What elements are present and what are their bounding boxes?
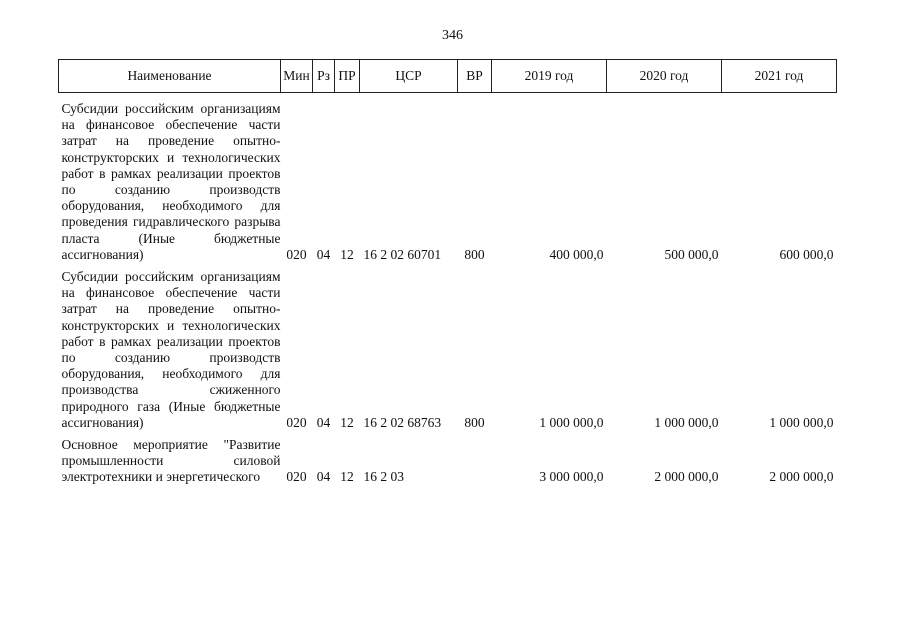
budget-table bbox=[58, 59, 837, 486]
header-pr: ПР bbox=[335, 60, 360, 93]
header-2019: 2019 год bbox=[492, 60, 607, 93]
header-rz: Рз bbox=[313, 60, 335, 93]
row-min: 020 bbox=[286, 469, 307, 485]
row-2021: 1 000 000,0 bbox=[769, 414, 834, 430]
row-rz: 04 bbox=[316, 414, 331, 430]
page-number: 346 bbox=[442, 28, 463, 43]
row-vr: 800 bbox=[464, 414, 485, 430]
row-pr: 12 bbox=[340, 469, 354, 485]
row-name: Субсидии российским организациям на финансовое обеспечение части затрат на проведение опытно-конструкторских и технологических работ в рамках реализации проектов по созданию производств оборудования, необходимого для проведения гидравлического разрыва пласта (Иные бюджетные ассигнования) bbox=[61, 101, 281, 262]
header-2020: 2020 год bbox=[607, 60, 722, 93]
row-2019: 3 000 000,0 bbox=[539, 469, 604, 485]
row-min: 020 bbox=[286, 414, 307, 430]
row-2020: 2 000 000,0 bbox=[654, 469, 719, 485]
row-rz: 04 bbox=[316, 246, 331, 262]
row-2019: 400 000,0 bbox=[549, 246, 604, 262]
row-vr: 800 bbox=[464, 246, 485, 262]
row-2021: 2 000 000,0 bbox=[769, 469, 834, 485]
table-row bbox=[59, 431, 837, 486]
row-name: Субсидии российским организациям на финансовое обеспечение части затрат на проведение опытно-конструкторских и технологических работ в рамках реализации проектов по созданию производств оборудования, необходимого для производства сжиженного природного газа (Иные бюджетные ассигнования) bbox=[61, 269, 281, 430]
row-min: 020 bbox=[286, 246, 307, 262]
header-vr: ВР bbox=[458, 60, 492, 93]
row-pr: 12 bbox=[340, 246, 354, 262]
row-2020: 1 000 000,0 bbox=[654, 414, 719, 430]
row-csr: 16 2 02 68763 bbox=[363, 414, 442, 430]
row-2019: 1 000 000,0 bbox=[539, 414, 604, 430]
row-2021: 600 000,0 bbox=[779, 246, 834, 262]
header-min: Мин bbox=[281, 60, 313, 93]
row-csr: 16 2 02 60701 bbox=[363, 246, 442, 262]
row-2020: 500 000,0 bbox=[664, 246, 719, 262]
row-rz: 04 bbox=[316, 469, 331, 485]
table-header-row bbox=[59, 60, 837, 93]
row-csr: 16 2 03 bbox=[363, 469, 404, 485]
header-2021: 2021 год bbox=[722, 60, 837, 93]
table-row bbox=[59, 263, 837, 431]
header-csr: ЦСР bbox=[360, 60, 458, 93]
header-name: Наименование bbox=[59, 60, 281, 93]
table-row bbox=[59, 93, 837, 264]
row-vr bbox=[458, 431, 492, 486]
row-pr: 12 bbox=[340, 414, 354, 430]
row-name: Основное мероприятие "Развитие промышленности силовой электротехники и энергетического bbox=[61, 437, 281, 485]
